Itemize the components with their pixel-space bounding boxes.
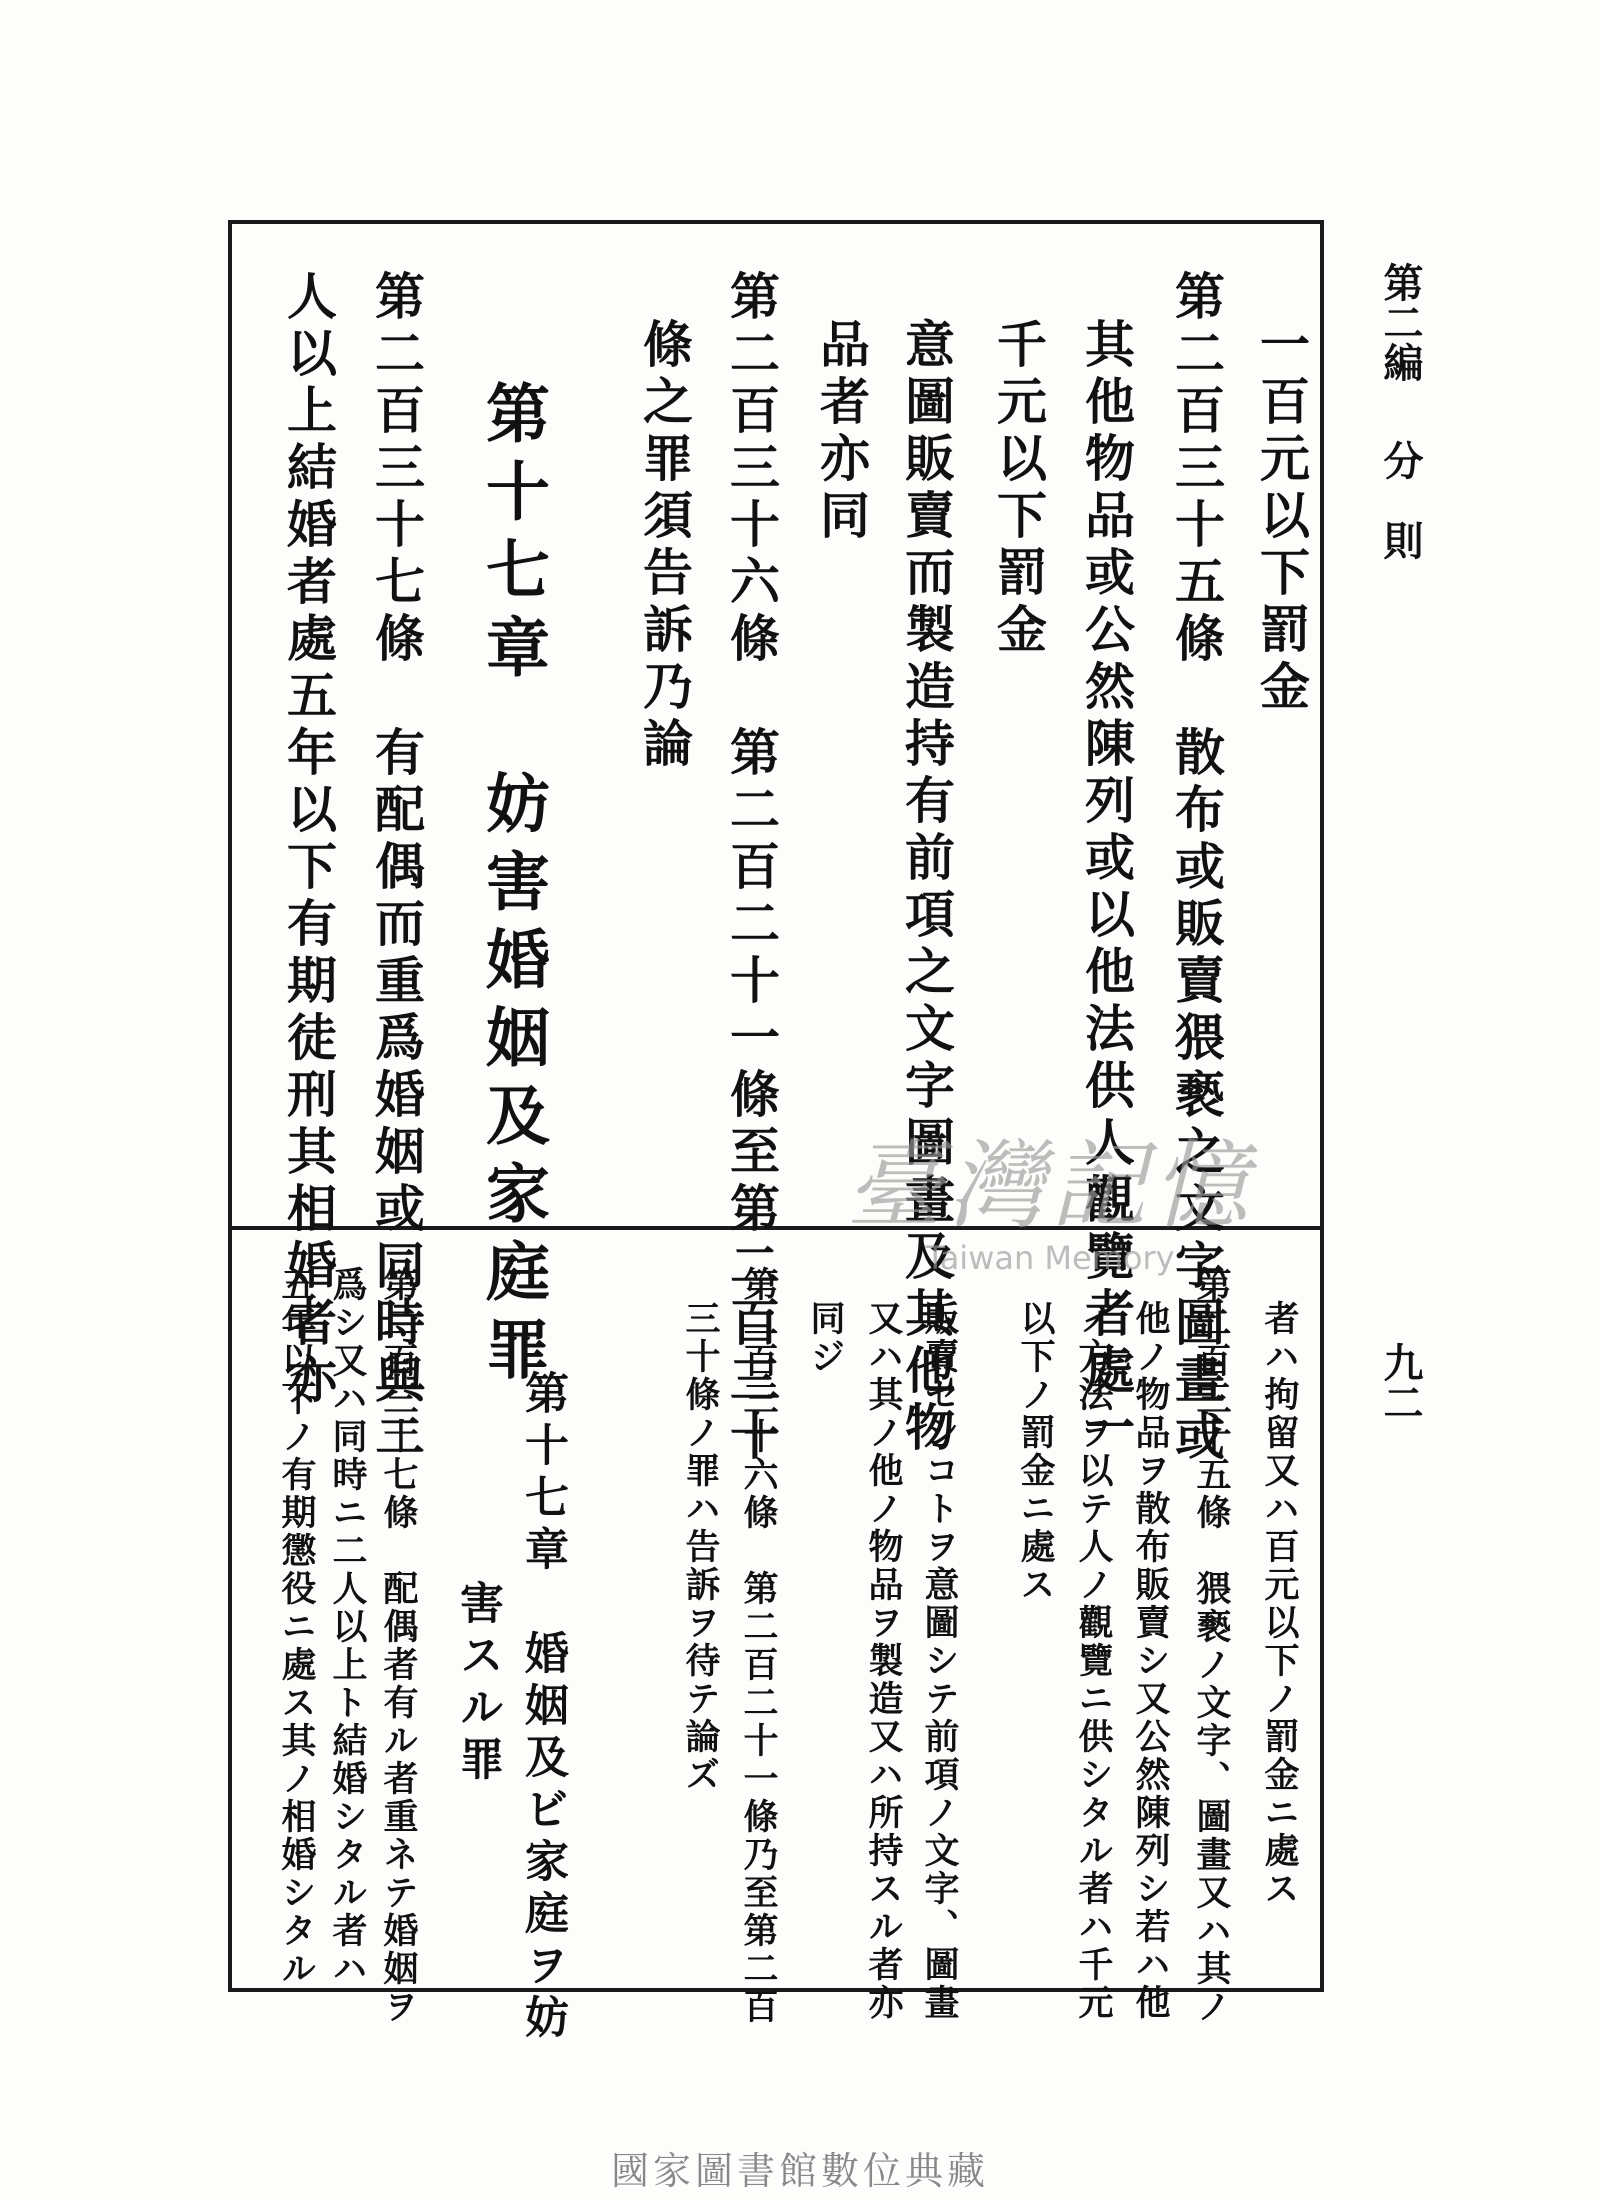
upper-line: 意圖販賣而製造持有前項之文字圖畫及其他物 (897, 318, 956, 1458)
lower-line: 三十條ノ罪ハ告訴ヲ待テ論ズ (680, 1300, 721, 1794)
lower-line: ノ方法ヲ以テ人ノ觀覽ニ供シタル者ハ千元 (1073, 1300, 1114, 2022)
upper-line: 第二百三十五條 散布或販賣猥褻之文字圖畫或 (1167, 270, 1226, 1467)
lower-line: 同ジ (805, 1300, 846, 1376)
archive-footer: 國家圖書館數位典藏 (610, 2149, 989, 2193)
chapter-title-lower: 第十七章 婚姻及ビ家庭ヲ妨 (517, 1370, 568, 2046)
watermark-logo (800, 1110, 1300, 1277)
upper-line: 第二百三十六條 第二百二十一條至第二百三十 (722, 270, 781, 1467)
lower-line: 第二百三十七條 配偶者有ル者重ネテ婚姻ヲ (378, 1266, 419, 2026)
upper-line: 品者亦同 (812, 318, 871, 546)
upper-line: 第二百三十七條 有配偶而重爲婚姻或同時與二 (367, 270, 426, 1467)
running-head-title: 分 則 (1377, 440, 1424, 560)
upper-line: 條之罪須告訴乃論 (635, 318, 694, 774)
upper-line: 其他物品或公然陳列或以他法供人觀覽者處一 (1077, 318, 1136, 1458)
upper-line: 一百元以下罰金 (1252, 318, 1311, 717)
chapter-title-upper: 第十七章 妨害婚姻及家庭罪 (475, 380, 550, 1394)
lower-line: 以下ノ罰金ニ處ス (1015, 1300, 1056, 1604)
page-number: 九二 (1377, 1342, 1424, 1422)
lower-line: 五年以下ノ有期懲役ニ處ス其ノ相婚シタル (276, 1266, 317, 1988)
lower-line: 者ハ拘留又ハ百元以下ノ罰金ニ處ス (1259, 1300, 1300, 1908)
lower-line: 販賣セシコトヲ意圖シテ前項ノ文字、圖畫 (919, 1300, 960, 2022)
running-head-section: 第二編 (1377, 262, 1424, 382)
chapter-title-lower-cont: 害スル罪 (452, 1580, 503, 1788)
upper-line: 人以上結婚者處五年以下有期徒刑其相婚者亦 (279, 270, 338, 1410)
watermark-chinese: 臺灣記憶 (846, 1130, 1254, 1242)
upper-line: 千元以下罰金 (989, 318, 1048, 660)
watermark-english: Taiwan Memory (925, 1239, 1175, 1277)
lower-line: 又ハ其ノ他ノ物品ヲ製造又ハ所持スル者亦 (863, 1300, 904, 2022)
lower-line: 爲シ又ハ同時ニ二人以上ト結婚シタル者ハ (327, 1266, 368, 1988)
lower-line: 他ノ物品ヲ散布販賣シ又公然陳列シ若ハ他 (1130, 1300, 1171, 2022)
lower-line: 第二百三十五條 猥褻ノ文字、圖畫又ハ其ノ (1191, 1266, 1232, 2026)
lower-line: 第二百三十六條 第二百二十一條乃至第二百 (738, 1266, 779, 2026)
